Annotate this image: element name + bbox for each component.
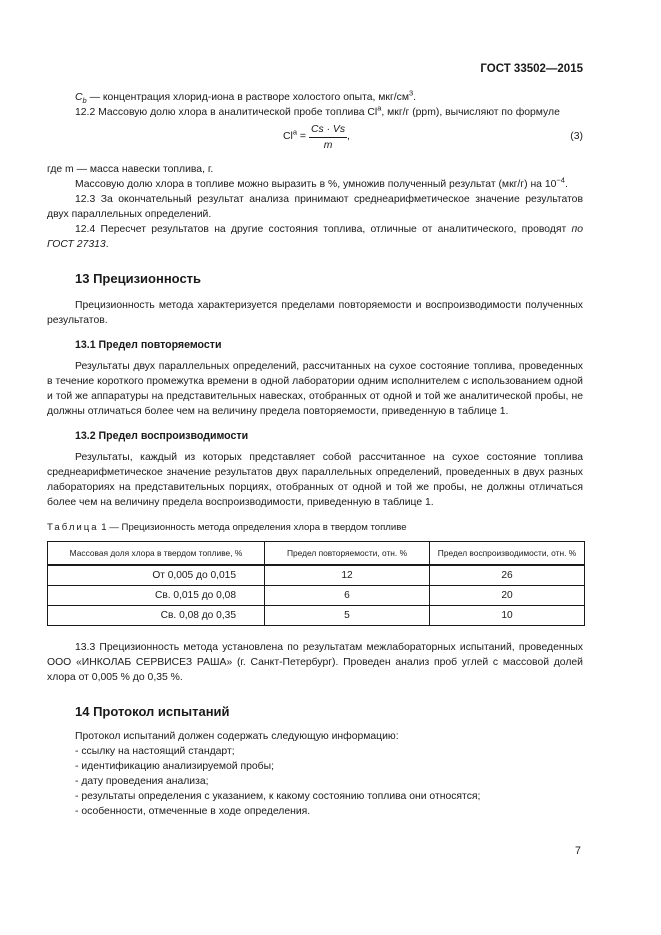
section-13-2-text: Результаты, каждый из которых представляет собой рассчитанное на сухое состояние топлива среднеарифметическое значение результатов двух параллельных определений, проведенных в двух разных лабораториях на представительных порциях, отобранных от одной и той же пробы, не должны отличаться более чем на величину предела воспроизводимости, приведенную в таблице 1.	[47, 452, 583, 508]
list-item: - дату проведения анализа;	[75, 776, 209, 787]
list-item: - ссылку на настоящий стандарт;	[75, 746, 235, 757]
formula-comma: ,	[347, 131, 350, 142]
percent-sup: −4	[556, 175, 565, 185]
list-item: - результаты определения с указанием, к какому состоянию топлива они относятся;	[75, 791, 481, 802]
gost-27313-reference: по ГОСТ 27313	[47, 224, 583, 250]
header-repeatability: Предел повторяемости, отн. %	[265, 542, 430, 566]
precision-table	[47, 541, 585, 626]
section-13-2-title: 13.2 Предел воспроизводимости	[75, 430, 249, 442]
cb-superscript: 3	[408, 88, 414, 98]
cb-end: .	[413, 92, 417, 103]
p124-end: .	[105, 239, 109, 250]
section-13-1-title: 13.1 Предел повторяемости	[75, 339, 222, 351]
paragraph-13-3: 13.3 Прецизионность метода установлена по результатам межлабораторных испытаний, проведенных ООО «ИНКОЛАБ СЕРВИСЕЗ РАША» (г. Санкт-Петербург). Проведен анализ проб углей с массовой долей хлора от 0,005 % до 0,35 %.	[47, 642, 583, 683]
page-number: 7	[575, 845, 581, 857]
p124-text: 12.4 Пересчет результатов на другие состояния топлива, отличные от аналитического, проводят	[75, 224, 572, 235]
header-mass-fraction: Массовая доля хлора в твердом топливе, %	[48, 542, 265, 566]
section-13-1-text: Результаты двух параллельных определений, рассчитанных на сухое состояние топлива, проведенных в течение короткого промежутка времени в одной лаборатории одним исполнителем с использованием одной и той же аппаратуры на представительных навесках, отобранных от одной и той же аналитической пробы, не должны отличаться более чем на величину предела повторяемости, приведенную в таблице 1.	[47, 361, 583, 417]
cb-text: — концентрация хлорид-иона в растворе холостого опыта, мкг/см	[86, 92, 409, 103]
formula-3	[47, 122, 583, 156]
cb-subscript: b	[82, 96, 87, 106]
cell-range: От 0,005 до 0,015	[48, 565, 265, 586]
formula-number: (3)	[570, 131, 583, 142]
page-content	[47, 90, 583, 819]
cell-range: Св. 0,015 до 0,08	[48, 586, 265, 606]
list-item: - идентификацию анализируемой пробы;	[75, 761, 274, 772]
formula-fraction	[309, 122, 347, 153]
cb-symbol: C	[75, 92, 83, 103]
p122-sup: a	[377, 103, 382, 113]
section-13-title: 13 Прецизионность	[75, 271, 202, 286]
table-1-title	[47, 520, 583, 535]
paragraph-percent	[47, 177, 583, 192]
section-13-intro: Прецизионность метода характеризуется пределами повторяемости и воспроизводимости полученных результатов.	[47, 300, 583, 326]
formula-lhs-text: Cl	[283, 131, 293, 142]
cell-repeatability: 6	[265, 586, 430, 606]
cell-repeatability: 12	[265, 565, 430, 586]
percent-text: Массовую долю хлора в топливе можно выразить в %, умножив полученный результат (мкг/г) на 10	[75, 179, 557, 190]
paragraph-12-3: 12.3 За окончательный результат анализа принимают среднеарифметическое значение результатов двух параллельных определений.	[47, 194, 583, 220]
p122-text-a: 12.2 Массовую долю хлора в аналитической пробе топлива Cl	[75, 107, 378, 118]
cell-range: Св. 0,08 до 0,35	[48, 606, 265, 626]
cell-reproducibility: 10	[430, 606, 585, 626]
cell-repeatability: 5	[265, 606, 430, 626]
section-14-intro: Протокол испытаний должен содержать следующую информацию:	[75, 731, 399, 742]
table-row	[48, 565, 585, 586]
table-label: Таблица	[47, 522, 99, 533]
list-item: - особенности, отмеченные в ходе определения.	[75, 806, 311, 817]
percent-end: .	[564, 179, 568, 190]
table-header-row	[48, 542, 585, 566]
where-m: где m — масса навески топлива, г.	[47, 164, 214, 175]
table-row	[48, 606, 585, 626]
paragraph-12-2	[47, 105, 583, 120]
formula-equals: =	[296, 131, 306, 142]
formula-lhs	[283, 129, 306, 144]
paragraph-12-4	[47, 222, 583, 252]
definition-cb	[47, 90, 583, 105]
section-14-title: 14 Протокол испытаний	[75, 704, 230, 719]
formula-numerator: Cs · Vs	[309, 122, 347, 138]
table-title-text: 1 — Прецизионность метода определения хлора в твердом топливе	[98, 522, 407, 533]
p122-text-b: , мкг/г (ppm), вычисляют по формуле	[381, 107, 560, 118]
header-reproducibility: Предел воспроизводимости, отн. %	[430, 542, 585, 566]
document-code: ГОСТ 33502—2015	[480, 63, 583, 75]
cell-reproducibility: 20	[430, 586, 585, 606]
cell-reproducibility: 26	[430, 565, 585, 586]
formula-denominator: m	[323, 140, 333, 151]
formula-lhs-sup: a	[292, 127, 297, 137]
table-row	[48, 586, 585, 606]
